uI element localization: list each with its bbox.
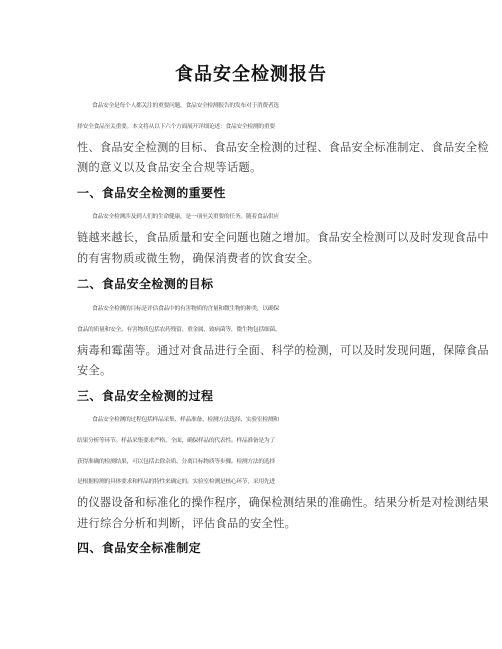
section-heading-4: 四、食品安全标准制定 <box>77 541 202 555</box>
section-heading-1: 一、食品安全检测的重要性 <box>77 186 226 200</box>
paragraph-line: 的仪器设备和标准化的操作程序，确保检测结果的准确性。结果分析是对检测结果 <box>77 496 489 510</box>
document-title: 食品安全检测报告 <box>175 64 327 85</box>
paragraph-line: 获得准确的检测结果，可以包括去除杂质、分离目标物质等步骤。检测方法的选择 <box>77 458 275 465</box>
paragraph-line: 病毒和霉菌等。通过对食品进行全面、科学的检测，可以及时发现问题，保障食品 <box>77 343 489 357</box>
paragraph-line: 是根据检测的具体要求和样品的特性来确定的。实验室检测是核心环节，采用先进 <box>77 479 275 486</box>
section-paragraph-3 <box>77 410 489 535</box>
paragraph-line: 进行综合分析和判断，评估食品的安全性。 <box>77 516 297 530</box>
section-heading-3: 三、食品安全检测的过程 <box>77 389 214 403</box>
paragraph-line: 食品安全检测的目标是评估食品中的有害物质的含量和微生物的种类，以确保 <box>92 306 279 312</box>
section-paragraph-1 <box>77 207 489 269</box>
paragraph-line: 安全。 <box>77 364 112 378</box>
paragraph-line: 择安全食品至关重要。本文将从以下六个方面展开详细论述：食品安全检测的重要 <box>77 123 275 130</box>
intro-paragraph <box>77 96 489 179</box>
paragraph-line: 结果分析等环节。样品采集要求严格、全面，确保样品的代表性。样品准备是为了 <box>77 437 275 444</box>
paragraph-line: 食品安全检测涉及到人们的生命健康，是一项至关重要的任务。随着食品供应 <box>92 214 279 220</box>
paragraph-line: 测的意义以及食品安全合规等话题。 <box>77 161 262 175</box>
paragraph-line: 性、食品安全检测的目标、食品安全检测的过程、食品安全标准制定、食品安全检 <box>77 140 489 154</box>
paragraph-line: 的有害物质或微生物，确保消费者的饮食安全。 <box>77 251 320 265</box>
paragraph-line: 链越来越长，食品质量和安全问题也随之增加。食品安全检测可以及时发现食品中 <box>77 230 489 244</box>
paragraph-line: 食品的质量和安全。有害物质包括农药残留、重金属、致病菌等，微生物包括细菌、 <box>77 326 281 333</box>
section-paragraph-2 <box>77 299 489 382</box>
paragraph-line: 食品安全检测的过程包括样品采集、样品准备、检测方法选择、实验室检测和 <box>92 417 279 423</box>
paragraph-line: 食品安全是每个人都关注的重要问题，食品安全检测报告的发布对于消费者选 <box>92 103 279 109</box>
section-heading-2: 二、食品安全检测的目标 <box>77 277 214 291</box>
